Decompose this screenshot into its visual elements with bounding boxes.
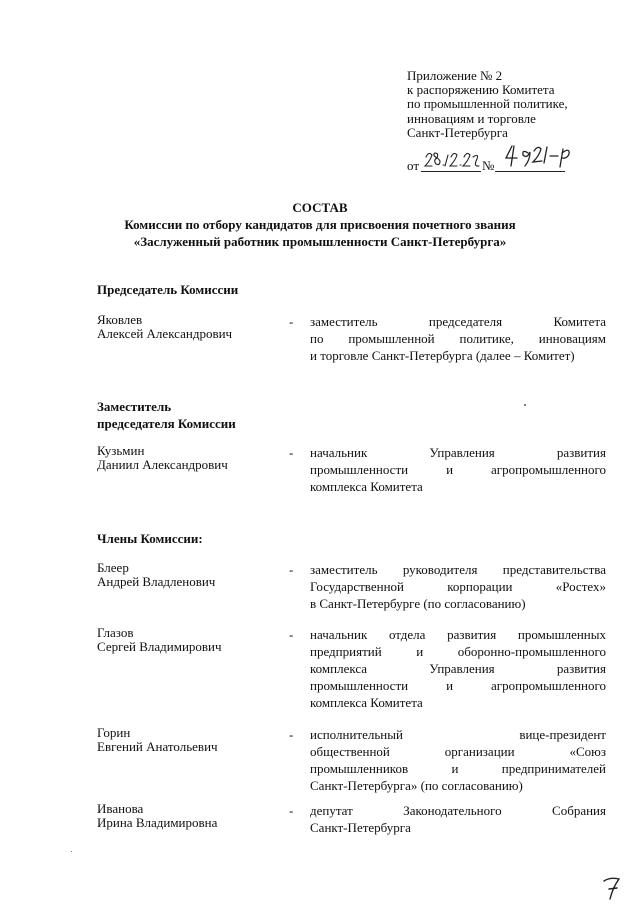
member-role [310,313,606,364]
member-role [310,626,606,711]
member-name [97,561,215,589]
dash-separator: - [289,562,294,577]
member-given-names: Алексей Александрович [97,326,233,341]
member-name [97,626,222,654]
scan-speck [524,404,526,406]
title-line-1: СОСТАВ [292,200,348,215]
role-line: в Санкт-Петербурге (по согласованию) [310,596,526,611]
role-line: по промышленной политике, инновациям [310,331,606,346]
appendix-header [407,69,617,140]
role-line: исполнительный вице-президент [310,727,606,742]
scan-speck [71,851,72,852]
handwritten-page-mark [600,874,626,902]
member-surname: Горин [97,725,131,740]
section-members-heading: Члены Комиссии: [97,531,203,546]
document-title [60,199,580,250]
section-deputy-line: председателя Комиссии [97,416,236,431]
role-line: комплекса Комитета [310,695,423,710]
section-chairman-heading: Председатель Комиссии [97,282,239,297]
title-line-3: «Заслуженный работник промышленности Санкт-Петербурга» [133,234,507,249]
number-label: № [482,158,495,173]
dash-separator: - [289,445,294,460]
appendix-line: инновациям и торговле [407,110,536,126]
member-surname: Яковлев [97,312,143,327]
member-name [97,726,218,754]
member-given-names: Даниил Александрович [97,457,228,472]
appendix-line: Приложение № 2 [407,68,503,83]
appendix-line: по промышленной политике, [407,96,568,112]
section-deputy-line: Заместитель [97,399,172,414]
role-line: промышленников и предпринимателей [310,761,606,776]
number-underline [495,171,565,172]
date-underline [421,171,481,172]
role-line: начальник отдела развития промышленных [310,627,606,642]
role-line: промышленности и агропромышленного [310,678,606,693]
role-line: заместитель председателя Комитета [310,314,606,329]
member-given-names: Андрей Владленович [97,574,216,589]
handwritten-date [423,147,483,169]
member-given-names: Ирина Владимировна [97,815,218,830]
role-line: депутат Законодательного Собрания [310,803,606,818]
member-role [310,444,606,495]
member-surname: Иванова [97,801,144,816]
role-line: Санкт-Петербурга [310,820,411,835]
dash-separator: - [289,727,294,742]
member-name [97,313,232,341]
role-line: начальник Управления развития [310,445,606,460]
member-name [97,444,228,472]
dash-separator: - [289,803,294,818]
member-given-names: Сергей Владимирович [97,639,222,654]
role-line: комплекса Управления развития [310,661,606,676]
member-role [310,726,606,794]
member-surname: Кузьмин [97,443,145,458]
dash-separator: - [289,314,294,329]
role-line: и торговле Санкт-Петербурга (далее – Комитет) [310,348,575,363]
role-line: общественной организации «Союз [310,744,606,759]
member-surname: Блеер [97,560,129,575]
from-label: от [407,158,420,173]
section-deputy-heading [97,398,236,432]
member-name [97,802,217,830]
role-line: Санкт-Петербурга» (по согласованию) [310,778,523,793]
appendix-line: Санкт-Петербурга [407,124,508,140]
role-line: комплекса Комитета [310,479,423,494]
member-surname: Глазов [97,625,134,640]
role-line: промышленности и агропромышленного [310,462,606,477]
dash-separator: - [289,627,294,642]
role-line: предприятий и оборонно-промышленного [310,644,606,659]
order-date-number-row [407,147,617,173]
role-line: Государственной корпорации «Ростех» [310,579,606,594]
member-given-names: Евгений Анатольевич [97,739,218,754]
role-line: заместитель руководителя представительства [310,562,606,577]
member-role [310,802,606,836]
title-line-2: Комиссии по отбору кандидатов для присвоения почетного звания [124,217,516,232]
member-role [310,561,606,612]
appendix-line: к распоряжению Комитета [407,82,555,98]
handwritten-number [503,141,585,169]
